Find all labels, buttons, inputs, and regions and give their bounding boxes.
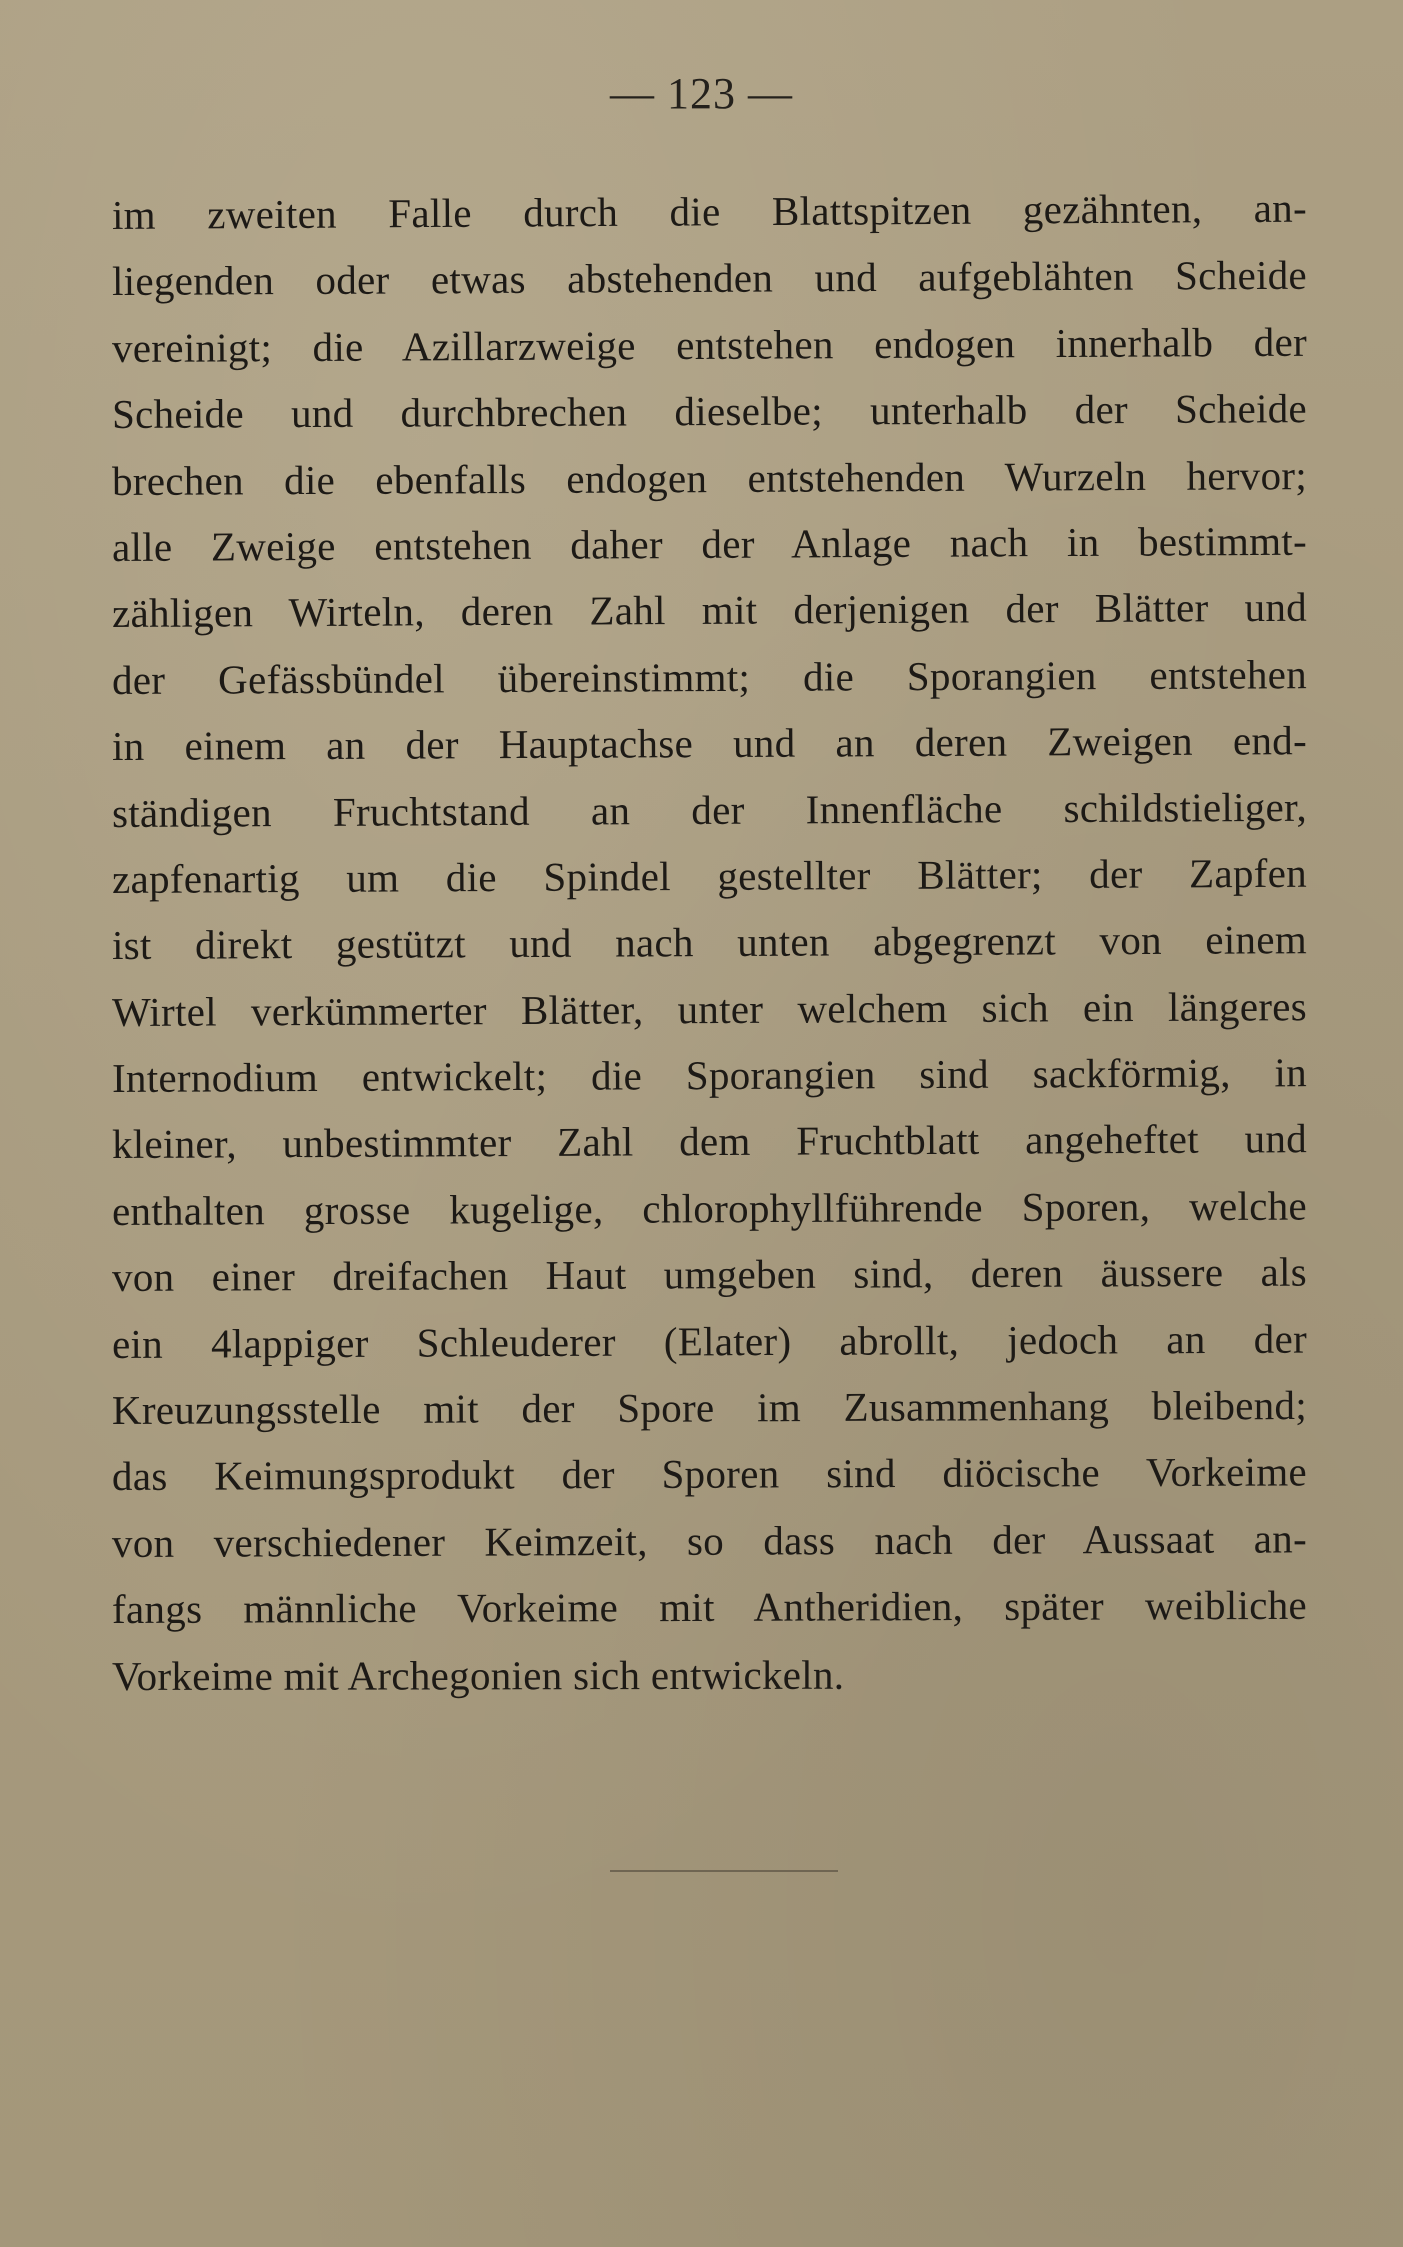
text-line: liegenden oder etwas abstehenden und aufgeblähten Scheide <box>111 252 1308 305</box>
text-line: Internodium entwickelt; die Sporangien sind sackförmig, in <box>111 1049 1308 1102</box>
text-line: in einem an der Hauptachse und an deren Zweigen end- <box>111 717 1308 770</box>
text-line: der Gefässbündel übereinstimmt; die Sporangien entstehen <box>111 650 1308 703</box>
page-number: — 123 — <box>610 69 793 118</box>
text-line: das Keimungsprodukt der Sporen sind diöcische Vorkeime <box>111 1448 1308 1500</box>
body-text <box>112 182 1312 1709</box>
section-end-rule <box>610 1870 838 1872</box>
text-line: vereinigt; die Azillarzweige entstehen endogen innerhalb der <box>111 318 1308 371</box>
text-line: ein 4lappiger Schleuderer (Elater) abrollt, jedoch an der <box>111 1315 1308 1367</box>
text-line: kleiner, unbestimmter Zahl dem Fruchtblatt angeheftet und <box>111 1115 1308 1168</box>
text-line: Wirtel verkümmerter Blätter, unter welchem sich ein längeres <box>111 982 1308 1035</box>
text-line: Kreuzungsstelle mit der Spore im Zusammenhang bleibend; <box>111 1382 1308 1434</box>
text-line: ist direkt gestützt und nach unten abgegrenzt von einem <box>111 916 1308 969</box>
text-line: Scheide und durchbrechen dieselbe; unterhalb der Scheide <box>111 385 1308 438</box>
text-line: ständigen Fruchtstand an der Innenfläche schildstieliger, <box>111 783 1308 836</box>
text-line: im zweiten Falle durch die Blattspitzen gezähnten, an- <box>111 184 1308 238</box>
text-line: zähligen Wirteln, deren Zahl mit derjenigen der Blätter und <box>111 584 1308 637</box>
text-line: Vorkeime mit Archegonien sich entwickeln. <box>111 1651 845 1699</box>
text-line: alle Zweige entstehen daher der Anlage nach in bestimmt- <box>111 517 1308 570</box>
text-line: brechen die ebenfalls endogen entstehenden Wurzeln hervor; <box>111 451 1308 504</box>
text-line: enthalten grosse kugelige, chlorophyllführende Sporen, welche <box>111 1182 1308 1234</box>
text-line: von verschiedener Keimzeit, so dass nach der Aussaat an- <box>111 1515 1308 1566</box>
text-line: von einer dreifachen Haut umgeben sind, deren äussere als <box>111 1248 1308 1301</box>
text-line: fangs männliche Vorkeime mit Antheridien, später weibliche <box>111 1582 1308 1633</box>
text-line: zapfenartig um die Spindel gestellter Blätter; der Zapfen <box>111 849 1308 902</box>
